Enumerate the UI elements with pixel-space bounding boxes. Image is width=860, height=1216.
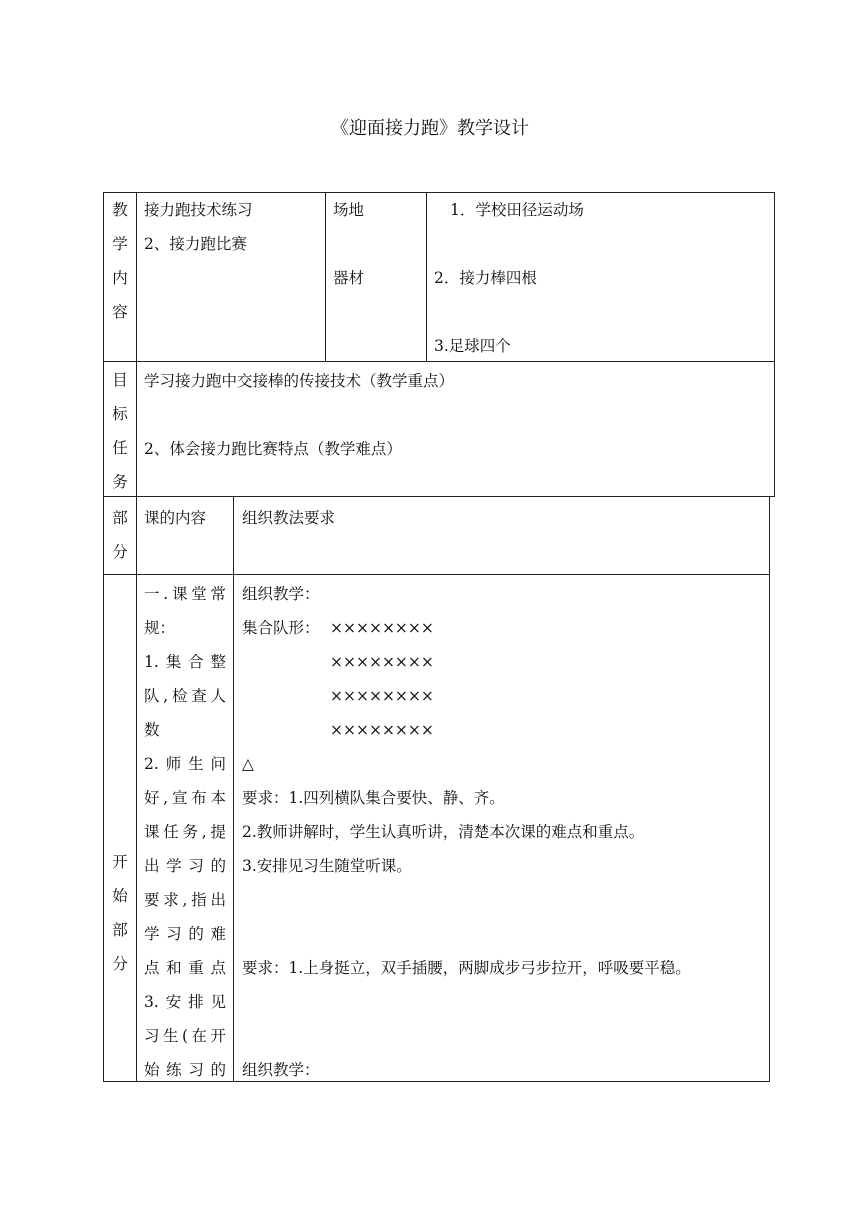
venue-label: 场地 — [333, 201, 365, 219]
start-content: 一.课堂常 规： 1.集合整 队,检查人 数 2.师生问 好,宣布本 课任务,提 出学习的 要求,指出 学习的难 点和重点 3.安排见 习生(在开 始练习的 — [144, 585, 226, 1079]
requirement-text: 3.安排见习生随堂听课。 — [242, 857, 412, 875]
equipment-label: 器材 — [333, 269, 365, 287]
formation-row: ×××××××× — [330, 721, 434, 739]
row-divider — [103, 496, 775, 497]
column-divider — [136, 496, 137, 1082]
column-divider — [233, 496, 234, 1082]
requirement-text: 要求：1.上身挺立，双手插腰，两脚成步弓步拉开，呼吸要平稳。 — [242, 959, 691, 977]
formation-row: ×××××××× — [330, 687, 434, 705]
requirement-text: 要求：1.四列横队集合要快、静、齐。 — [242, 789, 505, 807]
goal-task-label: 目 标 任 务 — [112, 371, 128, 491]
content-line: 2、接力跑比赛 — [144, 235, 247, 253]
venue-item: 1．学校田径运动场 — [450, 201, 584, 219]
table-border-right — [774, 192, 775, 497]
requirement-text: 2.教师讲解时，学生认真听讲，清楚本次课的难点和重点。 — [242, 823, 645, 841]
lesson-content-header: 课的内容 — [144, 509, 207, 527]
organize-teaching: 组织教学： — [242, 585, 320, 603]
column-divider — [325, 192, 326, 362]
method-header: 组织教法要求 — [242, 509, 336, 527]
table-border-right — [769, 496, 770, 1082]
teaching-content-label: 教 学 内 容 — [112, 201, 128, 321]
column-divider — [426, 192, 427, 362]
formation-label: 集合队形： — [242, 619, 320, 637]
goal-item: 2、体会接力跑比赛特点（教学难点） — [144, 440, 402, 458]
content-line: 接力跑技术练习 — [144, 201, 253, 219]
row-divider — [103, 574, 770, 575]
start-part-label: 开 始 部 分 — [112, 853, 128, 973]
formation-row: ×××××××× — [330, 619, 434, 637]
organize-teaching: 组织教学： — [242, 1061, 320, 1079]
equipment-item: 3.足球四个 — [434, 337, 511, 355]
document-title: 《迎面接力跑》教学设计 — [331, 118, 529, 139]
formation-row: ×××××××× — [330, 653, 434, 671]
equipment-item: 2．接力棒四根 — [434, 269, 537, 287]
goal-item: 学习接力跑中交接棒的传接技术（教学重点） — [144, 372, 455, 390]
teacher-position: △ — [242, 755, 254, 773]
part-header: 部 分 — [112, 509, 128, 561]
